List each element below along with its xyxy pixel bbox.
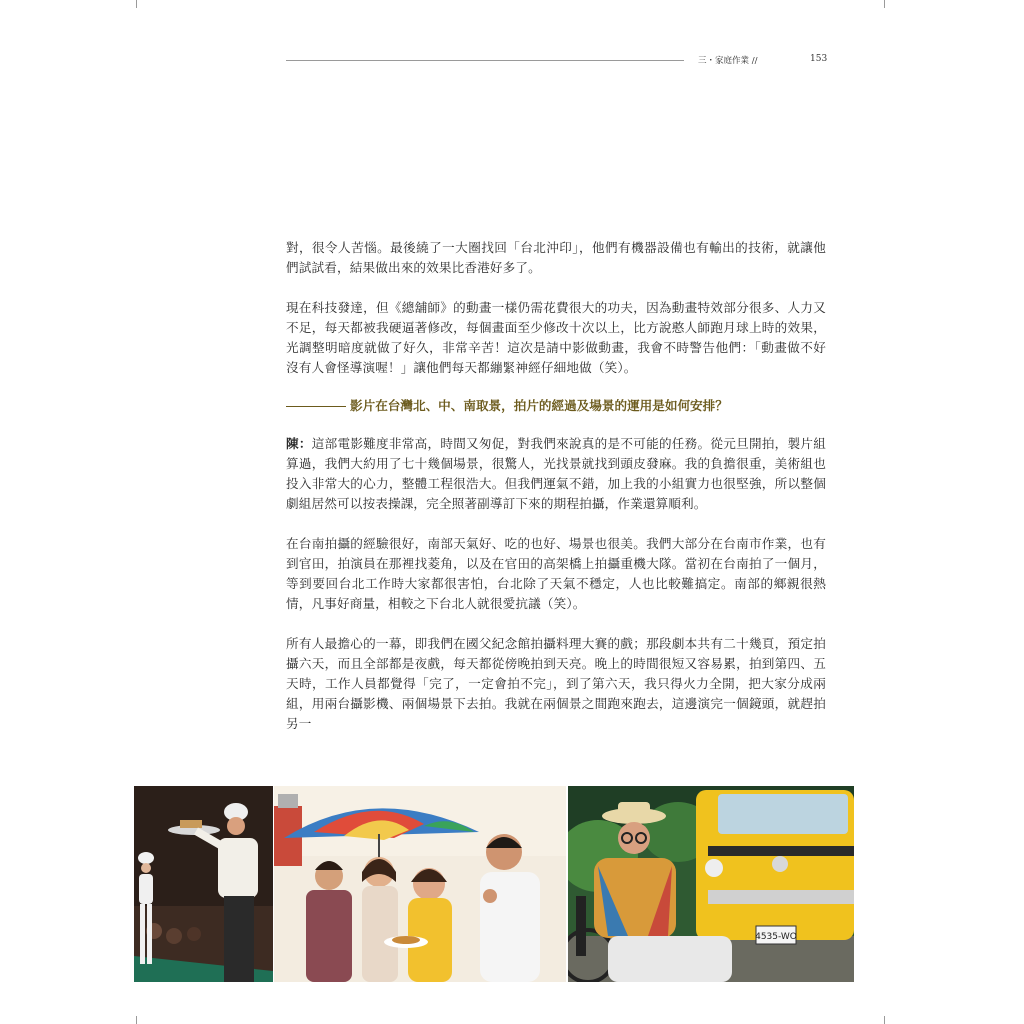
paragraph-3 xyxy=(286,434,826,514)
paragraph-2: 現在科技發達，但《總舖師》的動畫一樣仍需花費很大的功夫，因為動畫特效部分很多、人力又不足，每天都被我硬逼著修改，每個畫面至少修改十次以上，比方說憨人師跑月球上時的效果，光調整明暗度就做了好久，非常辛苦！這次是請中影做動畫，我會不時警告他們：「動畫做不好沒有人會怪導演喔！」讓他們每天都繃緊神經仔細地做（笑）。 xyxy=(286,300,826,375)
question-text: 影片在台灣北、中、南取景，拍片的經過及場景的運用是如何安排？ xyxy=(350,398,728,413)
photo-strip xyxy=(134,786,854,982)
speaker-label: 陳： xyxy=(286,436,312,451)
running-header xyxy=(286,52,826,70)
crop-mark-bottom-left xyxy=(128,1016,137,1024)
chapter-title: 三・家庭作業 // xyxy=(698,56,758,66)
license-plate-text: 4535-WO xyxy=(755,932,797,942)
photo-wheelchair-van xyxy=(568,786,854,982)
body-text xyxy=(286,238,826,754)
paragraph-5: 所有人最擔心的一幕，即我們在國父紀念館拍攝料理大賽的戲；那段劇本共有二十幾頁，預定拍攝六天，而且全部都是夜戲，每天都從傍晚拍到天亮。晚上的時間很短又容易累，拍到第四、五天時，工作人員都覺得「完了，一定會拍不完」，到了第六天，我只得火力全開，把大家分成兩組，用兩台攝影機、兩個場景下去拍。我就在兩個景之間跑來跑去，這邊演完一個鏡頭，就趕拍另一 xyxy=(286,636,826,731)
paragraph-3-text: 這部電影難度非常高，時間又匆促，對我們來說真的是不可能的任務。從元旦開拍，製片組算過，我們大約用了七十幾個場景，很驚人，光找景就找到頭皮發麻。我的負擔很重，美術組也投入非常大的心力，整體工程很浩大。但我們運氣不錯，加上我的小組實力也很堅強，所以整個劇組居然可以按表操課，完全照著副導訂下來的期程拍攝，作業還算順利。 xyxy=(286,436,827,511)
photo-cast-umbrella xyxy=(274,786,566,982)
header-rule xyxy=(286,60,684,61)
interview-question xyxy=(286,396,826,416)
paragraph-1: 對，很令人苦惱。最後繞了一大圈找回「台北沖印」，他們有機器設備也有輸出的技術，就讓他們試試看，結果做出來的效果比香港好多了。 xyxy=(286,240,826,275)
paragraph-4: 在台南拍攝的經驗很好，南部天氣好、吃的也好、場景也很美。我們大部分在台南市作業，也有到官田，拍演員在那裡找菱角，以及在官田的高架橋上拍攝重機大隊。當初在台南拍了一個月，等到要回台北工作時大家都很害怕，台北除了天氣不穩定，人也比較難搞定。南部的鄉親很熱情，凡事好商量，相較之下台北人就很愛抗議（笑）。 xyxy=(286,536,826,611)
crop-mark-bottom-right xyxy=(884,1016,893,1024)
crop-mark-top-right xyxy=(884,0,893,8)
page-number: 153 xyxy=(810,54,828,64)
photo-chef-runway xyxy=(134,786,273,982)
question-dash xyxy=(286,406,346,407)
crop-mark-top-left xyxy=(128,0,137,8)
